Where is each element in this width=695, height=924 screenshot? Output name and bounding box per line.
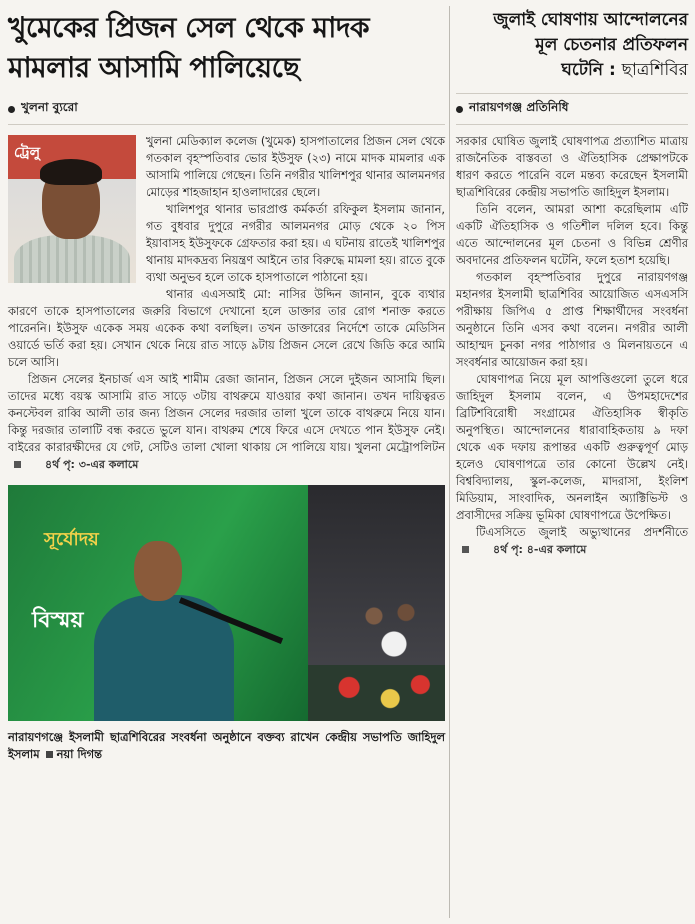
side-headline-line-3: ঘটেনি : <box>561 60 616 80</box>
column-divider <box>449 6 450 918</box>
side-article <box>456 8 688 916</box>
stage-text-1: সূর্যোদয় <box>44 529 99 550</box>
side-paragraph: তিনি বলেন, আমরা আশা করেছিলাম এটি একটি ঐতিহাসিক ও গতিশীল দলিল হবে। কিন্তু এতে আন্দোলনের মূল চেতনা ও বিভিন্ন শ্রেণীর অবদানের প্রতিফলন ঘটেনি, ফলে হতাশ হয়েছি। <box>456 202 688 267</box>
stage-text-2: বিস্ময় <box>32 608 84 633</box>
main-headline-line-2: মামলার আসামি পালিয়েছে <box>8 51 300 84</box>
portrait-banner-text: ট্রেলু <box>14 145 41 161</box>
bullet-icon <box>456 106 463 113</box>
main-headline-line-1: খুমেকের প্রিজন সেল থেকে মাদক <box>8 11 370 44</box>
side-byline: নারায়ণগঞ্জ প্রতিনিধি <box>469 100 569 114</box>
portrait-hair <box>40 159 102 185</box>
caption-source: নয়া দিগন্ত <box>56 747 102 761</box>
byline-divider <box>8 124 445 125</box>
side-continuation-link[interactable] <box>456 541 586 558</box>
side-paragraph: গতকাল বৃহস্পতিবার দুপুরে নারায়ণগঞ্জ মহানগর ইসলামী ছাত্রশিবির আয়োজিত এসএসসি পরীক্ষায় জিপিএ ৫ প্রাপ্ত শিক্ষার্থীদের সংবর্ধনা অনুষ্ঠানে তিনি এসব কথা বলেন। নগরীর আলী আহাম্মদ চুনকা নগর পাঠাগার ও মিলনায়তনে এ সংবর্ধনার আয়োজন করা হয়। <box>456 270 688 369</box>
square-bullet-icon <box>46 751 53 758</box>
main-headline <box>8 8 445 88</box>
event-photo <box>8 485 445 721</box>
square-bullet-icon <box>14 461 21 468</box>
main-paragraph: থানার এএসআই মো: নাসির উদ্দিন জানান, বুকে ব্যথার কারণে তাকে হাসপাতালের জরুরি বিভাগে দেখানো হলে ডাক্তার তার রোগ শনাক্ত করতে পারেননি। ইউসুফ একেক সময় একেক কথা বলছিল। তখন ডাক্তারের নির্দেশে তাকে মেডিসিন ওয়ার্ডে ভর্তি করা হয়। সেখান থেকে নিয়ে রাত সাড়ে ৯টায় প্রিজন সেলে রেখে জিডি করে আমি চলে আসি। <box>8 287 445 369</box>
audience <box>358 595 438 665</box>
bullet-icon <box>8 106 15 113</box>
main-continuation-link[interactable] <box>8 456 138 473</box>
side-paragraph <box>456 524 688 558</box>
side-continuation-text: ৪র্থ পৃ: ৪-এর কলামে <box>493 543 587 556</box>
main-article <box>8 8 445 916</box>
speaker-head <box>134 541 182 601</box>
main-byline-row <box>8 100 445 118</box>
side-byline-row <box>456 100 688 118</box>
side-headline-line-2: মূল চেতনার প্রতিফলন <box>535 35 688 55</box>
portrait-shirt <box>14 235 130 283</box>
side-headline-line-1: জুলাই ঘোষণায় আন্দোলনের <box>493 10 688 30</box>
main-paragraph-text: প্রিজন সেলের ইনচার্জ এস আই শামীম রেজা জানান, প্রিজন সেলে দুইজন আসামি ছিল। তাদের মধ্যে বয়স্ক আসামি রাত সাড়ে ৩টায় বাথরুমে যাওয়ার কথা জানান। তখন দায়িত্বরত কনস্টেবল রাব্বি আলী তার জন্য প্রিজন সেলের দরজার তালা খুলে তাকে বাথরুমে নিয়ে যান। কিন্তু দরজার তালাটি বন্ধ করতে ভুলে যান। বাথরুম শেষে ফিরে এসে দেখতে পান ইউসুফ নেই। বাইরের কারারক্ষীদের যে গেট, সেটিও তালা খোলা থাকায় সে পালিয়ে যায়। খুলনা মেট্রোপলিটন <box>8 372 445 454</box>
photo-caption <box>8 729 445 763</box>
main-article-body <box>8 133 445 473</box>
square-bullet-icon <box>462 546 469 553</box>
main-continuation-text: ৪র্থ পৃ: ৩-এর কলামে <box>45 458 139 471</box>
side-headline <box>456 8 688 83</box>
side-byline-divider <box>456 124 688 125</box>
main-paragraph: খুলনা মেডিক্যাল কলেজ (খুমেক) হাসপাতালের প্রিজন সেল থেকে গতকাল বৃহস্পতিবার ভোর ইউসুফ (২৩) নামে মাদক মামলার এক আসামি পালিয়ে গেছেন। তিনি নগরীর খালিশপুর থানার আলমনগর মোড়ের শাহজাহান হাওলাদারের ছেলে। <box>146 134 445 199</box>
main-paragraph <box>8 371 445 473</box>
caption-text: নারায়ণগঞ্জে ইসলামী ছাত্রশিবিরের সংবর্ধনা অনুষ্ঠানে বক্তব্য রাখেন কেন্দ্রীয় সভাপতি জাহিদুল ইসলাম <box>8 730 445 761</box>
main-paragraph: খালিশপুর থানার ভারপ্রাপ্ত কর্মকর্তা রফিকুল ইসলাম জানান, গত বুধবার দুপুরে নগরীর আলমনগর মোড় থেকে ২০ পিস ইয়াবাসহ ইউসুফকে গ্রেফতার করা হয়। এ ঘটনায় রাতেই খালিশপুর থানায় মাদকদ্রব্য নিয়ন্ত্রণ আইনে তার বিরুদ্ধে মামলা হয়। রাতে বুকে ব্যথা অনুভব হলে তাকে হাসপাতালে পাঠানো হয়। <box>146 202 445 284</box>
side-headline-divider <box>456 93 688 94</box>
side-paragraph: ঘোষণাপত্র নিয়ে মূল আপত্তিগুলো তুলে ধরে জাহিদুল ইসলাম বলেন, এ উপমহাদেশের ব্রিটিশবিরোধী সংগ্রামের ঐতিহাসিক স্বীকৃতি অনুপস্থিত। আন্দোলনের ধারাবাহিকতায় ৯ দফা থেকে এক দফায় রূপান্তর একটি গুরুত্বপূর্ণ মোড় হলেও ঘোষণাপত্রে তার কোনো উল্লেখ নেই। বিশ্ববিদ্যালয়, স্কুল-কলেজ, মাদরাসা, ইংলিশ মিডিয়াম, সাংবাদিক, অনলাইন অ্যাক্টিভিস্ট ও প্রবাসীদের সক্রিয় ভূমিকা ঘোষণাপত্রে উপেক্ষিত। <box>456 372 688 522</box>
side-paragraph-text: টিএসসিতে জুলাই অভ্যুত্থানের প্রদর্শনীতে <box>476 525 688 539</box>
flower-bouquet <box>308 665 445 721</box>
side-headline-tag: ছাত্রশিবির <box>621 60 688 80</box>
main-byline: খুলনা ব্যুরো <box>21 100 78 114</box>
accused-portrait <box>8 135 136 283</box>
side-paragraph: সরকার ঘোষিত জুলাই ঘোষণাপত্র প্রত্যাশিত মাত্রায় রাজনৈতিক বাস্তবতা ও ঐতিহাসিক প্রেক্ষাপটকে ধারণ করতে পারেনি বলে মন্তব্য করেছেন ইসলামী ছাত্রশিবিরের কেন্দ্রীয় সভাপতি জাহিদুল ইসলাম। <box>456 134 688 199</box>
